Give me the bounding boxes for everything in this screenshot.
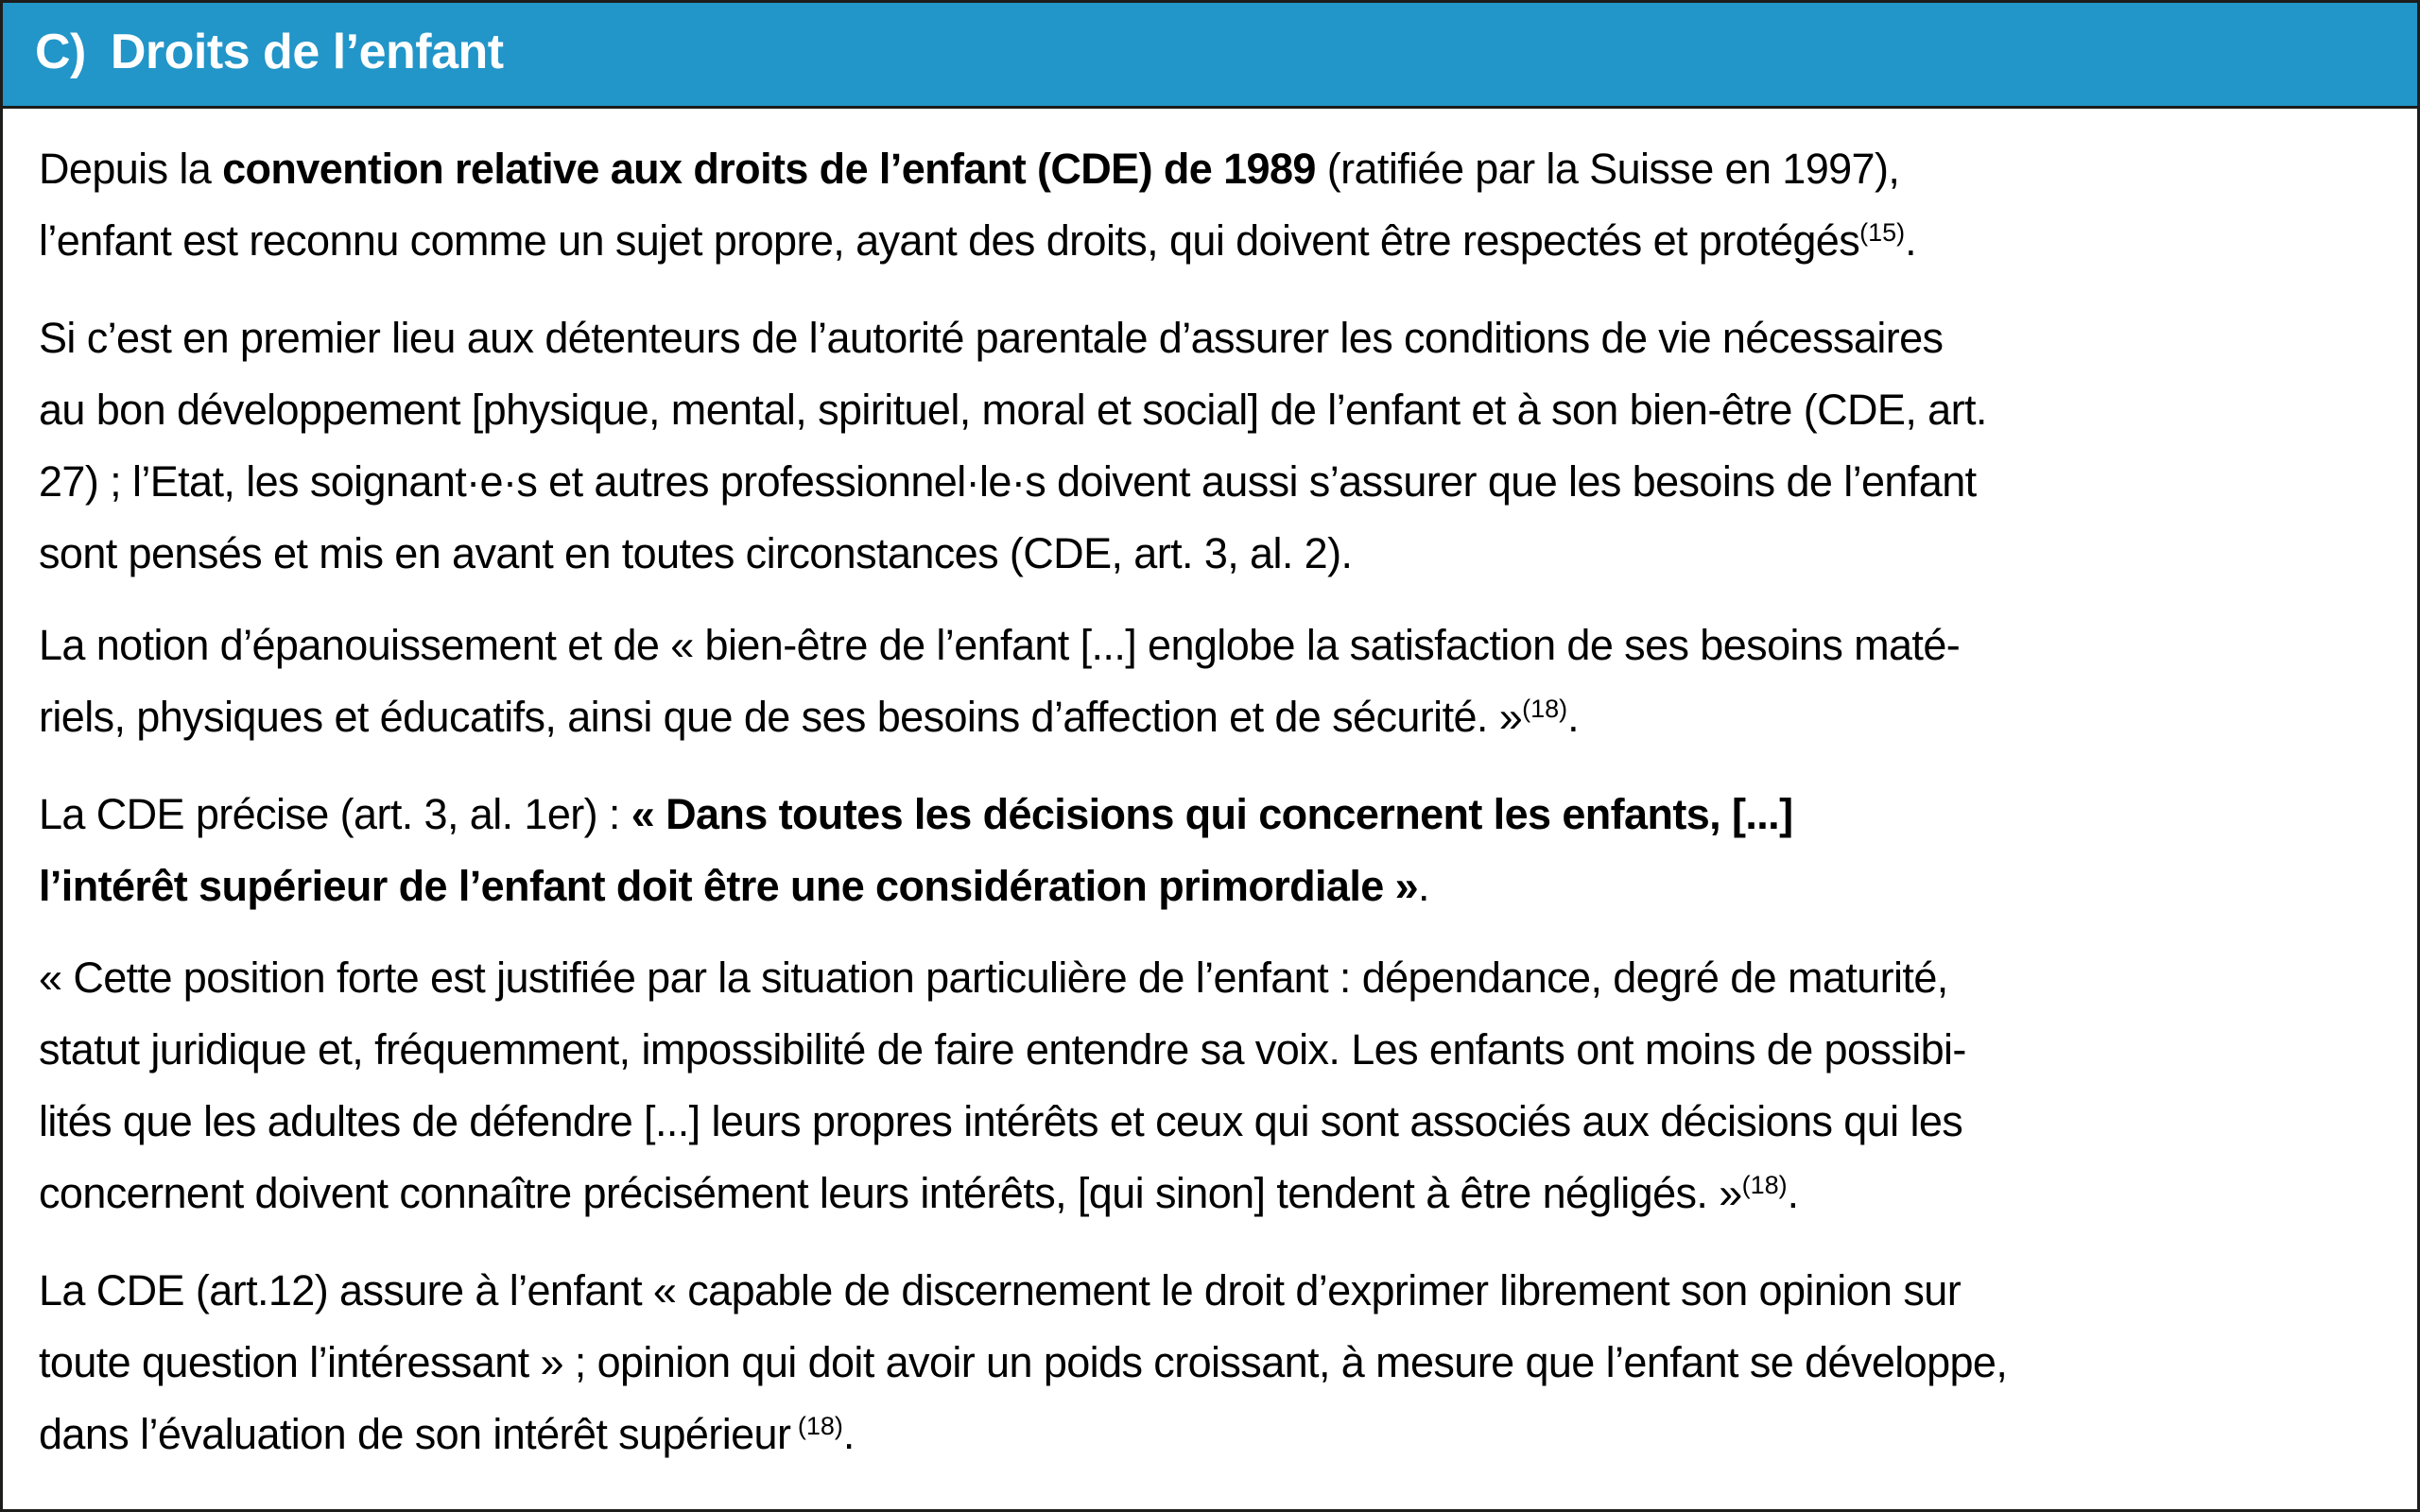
- text-line: [39, 1255, 2381, 1327]
- paragraph-5: [39, 942, 2381, 1235]
- text-segment: convention relative aux droits de l’enfant (CDE) de 1989: [222, 145, 1316, 193]
- text-line: [39, 1399, 2381, 1476]
- text-line: [39, 518, 2381, 590]
- footnote-ref: (18): [790, 1412, 843, 1441]
- text-segment: .: [1905, 216, 1917, 265]
- text-segment: sont pensés et mis en avant en toutes circonstances (CDE, art. 3, al. 2).: [39, 529, 1353, 577]
- text-line: [39, 779, 2381, 850]
- text-line: [39, 302, 2381, 374]
- text-segment: lités que les adultes de défendre [...] leurs propres intérêts et ceux qui sont associés aux décisions qui les: [39, 1097, 1963, 1145]
- text-segment: La CDE (art.12) assure à l’enfant « capable de discernement le droit d’exprimer librement son opinion sur: [39, 1266, 1962, 1314]
- footnote-ref: (18): [1522, 695, 1568, 724]
- paragraph-1: [39, 133, 2381, 283]
- text-segment: toute question l’intéressant » ; opinion qui doit avoir un poids croissant, à mesure que l’enfant se développe,: [39, 1338, 2008, 1386]
- text-segment: au bon développement [physique, mental, spirituel, moral et social] de l’enfant et à son bien-être (CDE, art.: [39, 386, 1987, 434]
- text-segment: statut juridique et, fréquemment, impossibilité de faire entendre sa voix. Les enfants ont moins de possibi-: [39, 1025, 1966, 1074]
- text-line: [39, 205, 2381, 283]
- text-segment: La notion d’épanouissement et de « bien-être de l’enfant [...] englobe la satisfaction de ses besoins maté-: [39, 621, 1961, 669]
- section-title: Droits de l’enfant: [110, 24, 504, 79]
- text-line: [39, 133, 2381, 205]
- footnote-ref: (15): [1859, 218, 1906, 248]
- text-segment: dans l’évaluation de son intérêt supérieur: [39, 1410, 791, 1458]
- text-line: [39, 850, 2381, 922]
- text-segment: (ratifiée par la Suisse en 1997),: [1315, 145, 1900, 193]
- text-segment: .: [1787, 1169, 1799, 1217]
- text-segment: riels, physiques et éducatifs, ainsi que de ses besoins d’affection et de sécurité. »: [39, 693, 1523, 741]
- footnote-ref: (18): [1741, 1171, 1788, 1200]
- text-line: [39, 942, 2381, 1014]
- text-line: [39, 1086, 2381, 1158]
- paragraph-6: [39, 1255, 2381, 1476]
- text-line: [39, 1014, 2381, 1086]
- text-segment: Si c’est en premier lieu aux détenteurs de l’autorité parentale d’assurer les conditions de vie nécessaires: [39, 314, 1944, 362]
- text-segment: l’enfant est reconnu comme un sujet propre, ayant des droits, qui doivent être respectés et protégés: [39, 216, 1860, 265]
- text-line: [39, 610, 2381, 681]
- text-segment: « Dans toutes les décisions qui concernent les enfants, [...]: [631, 790, 1793, 838]
- text-segment: La CDE précise (art. 3, al. 1er) :: [39, 790, 631, 838]
- paragraph-2: [39, 302, 2381, 590]
- text-segment: l’intérêt supérieur de l’enfant doit être une considération primordiale »: [39, 862, 1418, 910]
- text-line: [39, 1327, 2381, 1399]
- text-segment: .: [842, 1410, 855, 1458]
- text-segment: .: [1567, 693, 1580, 741]
- section-body: [3, 109, 2417, 1509]
- text-segment: 27) ; l’Etat, les soignant·e·s et autres professionnel·le·s doivent aussi s’assurer que les besoins de l’enfant: [39, 457, 1977, 506]
- text-segment: .: [1418, 862, 1429, 910]
- text-segment: « Cette position forte est justifiée par la situation particulière de l’enfant : dépendance, degré de maturité,: [39, 954, 1948, 1002]
- paragraph-3: [39, 610, 2381, 759]
- paragraph-4: [39, 779, 2381, 922]
- text-line: [39, 446, 2381, 518]
- text-segment: concernent doivent connaître précisément leurs intérêts, [qui sinon] tendent à être négligés. »: [39, 1169, 1742, 1217]
- section-label: C): [35, 24, 86, 79]
- text-line: [39, 374, 2381, 446]
- section-header: [3, 3, 2417, 109]
- text-line: [39, 1158, 2381, 1235]
- text-segment: Depuis la: [39, 145, 223, 193]
- text-line: [39, 681, 2381, 759]
